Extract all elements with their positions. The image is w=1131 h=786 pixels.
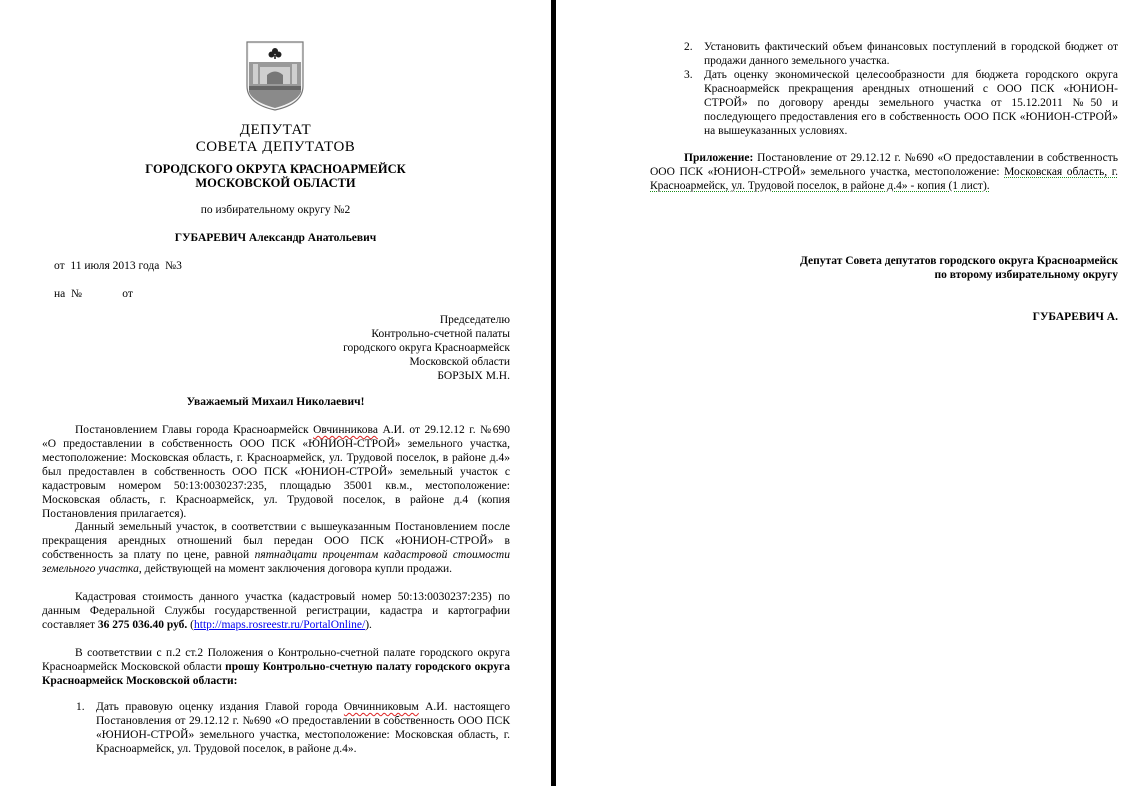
cadastral-value: 36 275 036.40 руб. — [97, 619, 188, 631]
paragraph-1: Постановлением Главы города Красноармейск Овчинникова А.И. от 29.12.12 г. №690 «О предоставлении в собственность ООО ПСК «ЮНИОН-СТРОЙ» земельного участка, местоположение: Московская область, г. Красноармейск, ул. Трудовой поселок, в районе д.4» был предоставлен в собственность ООО ПСК «ЮНИОН-СТРОЙ» земельный участок с кадастровым номером 50:13:0030237:235, площадью 35001 кв.м., местоположение: Московская область, г. Красноармейск, ул. Трудовой поселок, в районе д.4 (копия Постановления прилагается). — [42, 424, 510, 520]
signature-name: ГУБАРЕВИЧ А. — [1032, 311, 1118, 323]
addressee-line: городского округа Красноармейск — [343, 342, 510, 354]
addressee-line: БОРЗЫХ М.Н. — [437, 370, 510, 382]
author-name: ГУБАРЕВИЧ Александр Анатольевич — [174, 232, 377, 244]
addressee-line: Московской области — [409, 356, 510, 368]
attachment-label: Приложение: — [684, 152, 754, 164]
district-heading-line2: МОСКОВСКОЙ ОБЛАСТИ — [195, 176, 356, 190]
signature-title-line1: Депутат Совета депутатов городского округа Красноармейск — [799, 255, 1118, 267]
request-list-part1 — [68, 700, 510, 756]
request-list-part2 — [676, 40, 1118, 138]
addressee-line: Председателю — [439, 314, 510, 326]
spellcheck-name: Овчинниковым — [343, 701, 419, 713]
district-heading-line1: ГОРОДСКОГО ОКРУГА КРАСНОАРМЕЙСК — [145, 162, 406, 176]
document-page-2 — [566, 0, 1131, 786]
paragraph-3: Кадастровая стоимость данного участка (кадастровый номер 50:13:0030237:235) по данным Федеральной Службы государственной регистрации, кадастра и картографии составляет 36 275 036.40 руб. (http://maps.rosreestr.ru/PortalOnline/). — [42, 591, 510, 631]
signature-title-line2: по второму избирательному округу — [934, 269, 1118, 281]
spellcheck-name: Овчинникова — [313, 424, 378, 436]
list-item: 2. Установить фактический объем финансовых поступлений в городской бюджет от продажи данного земельного участка. — [684, 41, 1118, 67]
addressee-line: Контрольно-счетной палаты — [371, 328, 510, 340]
rosreestr-link[interactable]: http://maps.rosreestr.ru/PortalOnline/ — [194, 619, 366, 631]
list-item: 1. Дать правовую оценку издания Главой города Овчинниковым А.И. настоящего Постановления от 29.12.12 г. №690 «О предоставлении в собственность ООО ПСК «ЮНИОН-СТРОЙ» земельного участка, местоположение: Московская область, г. Красноармейск, ул. Трудовой поселок, в районе д.4». — [76, 701, 510, 755]
page-separator — [551, 0, 566, 786]
constituency-line: по избирательному округу №2 — [200, 204, 351, 216]
letter-date: от 11 июля 2013 года №3 — [54, 260, 182, 272]
deputy-heading: ДЕПУТАТ — [239, 122, 312, 138]
paragraph-4: В соответствии с п.2 ст.2 Положения о Контрольно-счетной палате городского округа Красноармейск Московской области прошу Контрольно-счетную палату городского округа Красноармейск Московской области: — [42, 647, 510, 687]
paragraph-2: Данный земельный участок, в соответствии с вышеуказанным Постановлением после прекращения арендных отношений был передан ООО ПСК «ЮНИОН-СТРОЙ» в собственность за плату по цене, равной пятнадцати процентам кадастровой стоимости земельного участка, действующей на момент заключения договора купли продажи. — [42, 521, 510, 575]
addressee-block — [300, 313, 510, 383]
salutation: Уважаемый Михаил Николаевич! — [186, 396, 365, 408]
list-item: 3. Дать оценку экономической целесообразности для бюджета городского округа Красноармейск прекращения арендных отношений с ООО ПСК «ЮНИОН-СТРОЙ» по договору аренды земельного участка от 15.12.2011 №50 и последующего предоставления его в собственность ООО ПСК «ЮНИОН-СТРОЙ» на вышеуказанных условиях. — [684, 69, 1118, 137]
attachment-paragraph: Приложение: Постановление от 29.12.12 г. №690 «О предоставлении в собственность ООО ПСК «ЮНИОН-СТРОЙ» земельного участка, местоположение: Московская область, г. Красноармейск, ул. Трудовой поселок, в районе д.4» - копия (1 лист). — [650, 152, 1118, 192]
document-page-1 — [0, 0, 551, 786]
reference-line: на № от — [54, 288, 133, 300]
council-heading: СОВЕТА ДЕПУТАТОВ — [195, 139, 356, 155]
coat-of-arms-emblem — [245, 40, 305, 112]
